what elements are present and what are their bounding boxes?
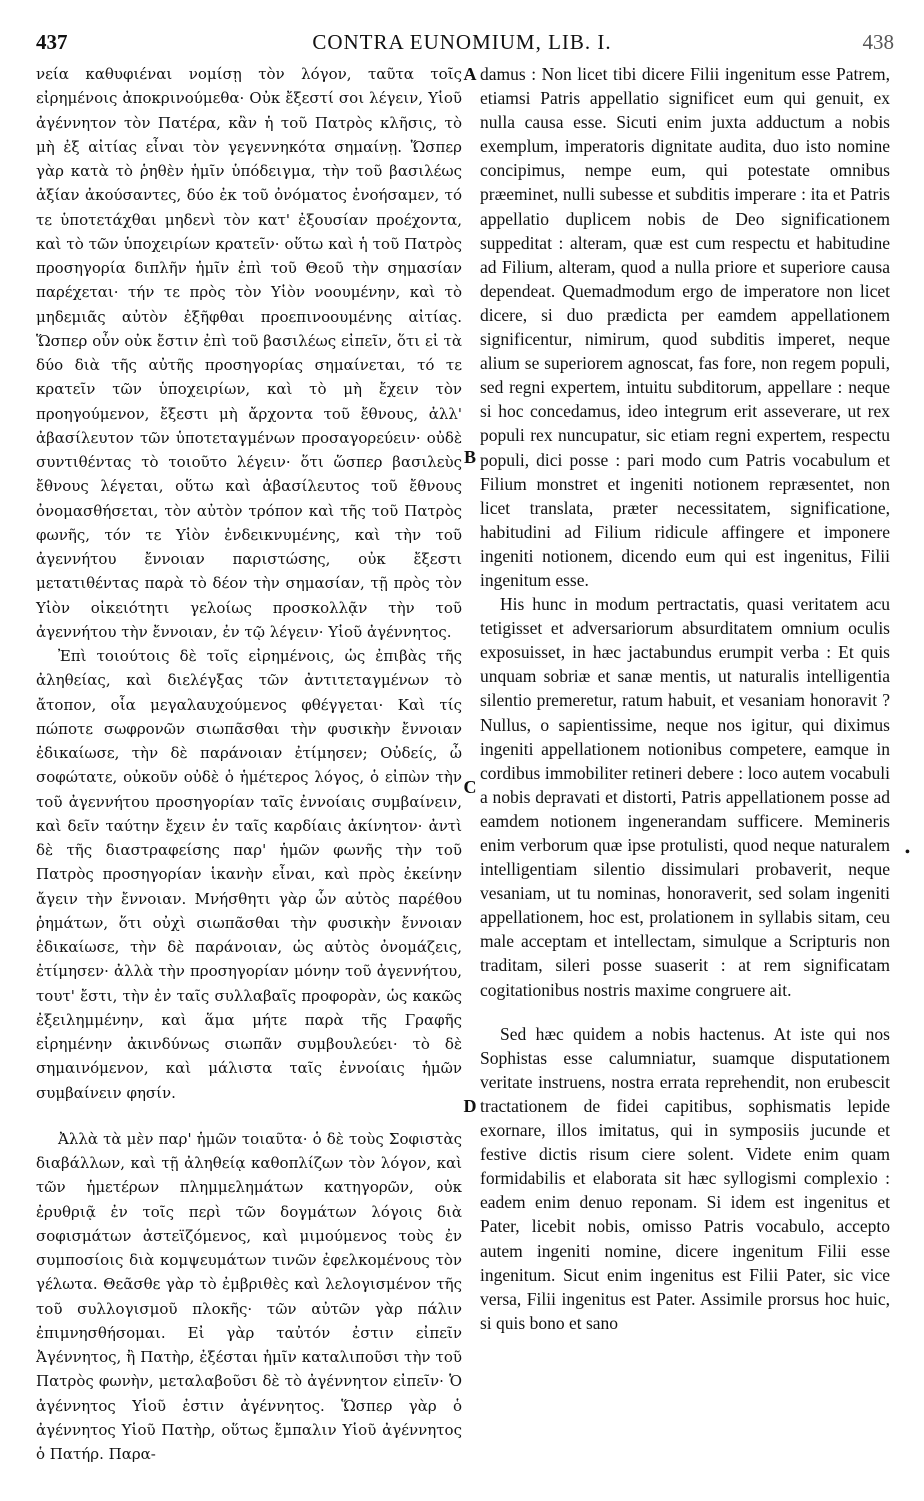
- latin-paragraph-2: His hunc in modum pertractatis, quasi veritatem acu tetigisset et adversariorum absurditatem omnium oculis exposuisset, in hæc jactabundus erumpit verba : Et quis unquam sobriæ et sanæ mentis, ut naturalis intelligentia silentio premeretur, ratum habuit, et vesaniam honoravit ? Nullus, o sapientissime, neque nos igitur, qui diximus ingeniti appellationem notionibus competere, eamque in cordibus immobiliter retineri debere : loco autem vocabuli a nobis depravati et distorti, Patris appellationem posse ad eamdem notionem ingenerandam sufficere. Memineris enim verborum quæ ipse protulisti, quod neque naturalem intelligentiam silentio dissimulari probaverit, neque vesaniam, ut tu nominas, honoraverit, sed solam ingeniti appellationem, hoc est, prolationem in syllabis sitam, ceu male acceptam et intellectam, simulque a Scripturis non traditam, sileri posse suaserit : at rem significatam cogitationibus nostris maxime congruere ait.: [480, 594, 890, 1000]
- latin-paragraph-1: damus : Non licet tibi dicere Filii ingenitum esse Patrem, etiamsi Patris appellatio significet eum qui genuit, ex nulla causa esse. Sicuti enim juxta adductum a nobis exemplum, imperatoris dignitate audita, duo isto nomine concipimus, nempe eum, qui potestate omnibus præeminet, nulli subesse et subditis imperare : ita et Patris appellatio duplicem nobis de Deo significationem suppeditat : alteram, quæ est cum respectu et habitudine ad Filium, alteram, quod a nulla priore et superiore causa dependeat. Quemadmodum ergo de imperatore non licet dicere, si duo prædicta per eamdem appellationem significentur, nimirum, quod subditis imperet, neque alium se superiorem agnoscat, fas fore, non regem populi, sed regni expertem, intuitu subditorum, appellare : neque si hoc concedamus, ideo integrum erit asseverare, ut rex populi rex nuncupatur, sic etiam regni expertem, respectu populi, dici posse : pari modo cum Patris vocabulum et Filium monstret et ingeniti notionem repræsentet, non licet translata, præter necessitatem, significatione, habitudini ad Filium ridicule affingere et imponere ingeniti notionem, dicendo eum qui est ingenitus, Filii ingenitum esse.: [480, 64, 890, 590]
- margin-marker-d: D: [463, 1096, 477, 1116]
- greek-paragraph-3: Ἀλλὰ τὰ μὲν παρ' ἡμῶν τοιαῦτα· ὁ δὲ τοὺς Σοφιστὰς διαβάλλων, καὶ τῇ ἀληθείᾳ καθοπλίζων τὸν λόγον, καὶ τῶν ἡμετέρων πλημμελημάτων κατηγορῶν, οὐκ ἐρυθριᾷ ἐν τοῖς περὶ τῶν δογμάτων λόγοις διὰ σοφισμάτων ἀστεϊζόμενος, καὶ μιμούμενος τοὺς ἐν συμποσίοις διὰ κομψευμάτων τινῶν ἐφελκομένους τὸν γέλωτα. Θεᾶσθε γὰρ τὸ ἐμβριθὲς καὶ λελογισμένον τῆς τοῦ συλλογισμοῦ πλοκῆς· τῶν αὐτῶν γὰρ πάλιν ἐπιμνησθήσομαι. Εἰ γὰρ ταὐτόν ἐστιν εἰπεῖν Ἀγέννητος, ἢ Πατὴρ, ἐξέσται ἡμῖν καταλιποῦσι τὴν τοῦ Πατρὸς φωνὴν, μεταλαβοῦσι δὲ τὸ ἀγέννητον εἰπεῖν· Ὁ ἀγέννητος Υἱοῦ ἐστιν ἀγέννητος. Ὥσπερ γὰρ ὁ ἀγέννητος Υἱοῦ Πατὴρ, οὕτως ἔμπαλιν Υἱοῦ ἀγέννητος ὁ Πατήρ. Παρα-: [36, 1129, 462, 1463]
- greek-paragraph-1: νεία καθυφιέναι νομίσῃ τὸν λόγον, ταῦτα τοῖς εἰρημένοις ἀποκρινούμεθα· Οὐκ ἔξεστί σοι λέγειν, Υἱοῦ ἀγέννητον τὸν Πατέρα, κἂν ἡ τοῦ Πατρὸς κλῆσις, τὸ μὴ ἐξ αἰτίας εἶναι τὸν γεγεννηκότα σημαίνῃ. Ὥσπερ γὰρ κατὰ τὸ ῥηθὲν ἡμῖν ὑπόδειγμα, τὴν τοῦ βασιλέως ἀξίαν ἀκούσαντες, δύο ἐκ τοῦ ὀνόματος ἐνοήσαμεν, τό τε ὑποτετάχθαι μηδενὶ τὸν κατ' ἐξουσίαν προέχοντα, καὶ τὸ τῶν ὑποχειρίων κρατεῖν· οὕτω καὶ ἡ τοῦ Πατρὸς προσηγορία διπλῆν ἡμῖν ἐπὶ τοῦ Θεοῦ τὴν σημασίαν παρέχεται· τήν τε πρὸς τὸν Υἱὸν νοουμένην, καὶ τὸ μηδεμιᾶς αὐτὸν ἐξῆφθαι προεπινοουμένης αἰτίας. Ὥσπερ οὖν οὐκ ἔστιν ἐπὶ τοῦ βασιλέως εἰπεῖν, ὅτι εἰ τὰ δύο διὰ τῆς αὐτῆς προσηγορίας σημαίνεται, τό τε κρατεῖν τῶν ὑποχειρίων, καὶ τὸ μὴ ἔχειν τὸν προηγούμενον, ἔξεστι μὴ ἄρχοντα τοῦ ἔθνους, ἀλλ' ἀβασίλευτον τῶν ὑποτεταγμένων προσαγορεύειν· οὐδὲ συντιθέντας τὸ τοιοῦτο λέγειν· ὅτι ὥσπερ βασιλεὺς ἔθνους λέγεται, οὕτω καὶ ἀβασίλευτος τοῦ ἔθνους ὀνομασθήσεται, τὸν αὐτὸν τρόπον καὶ τῆς τοῦ Πατρὸς φωνῆς, τόν τε Υἱὸν ἐνδεικνυμένης, καὶ τὴν τοῦ ἀγεννήτου ἔννοιαν παριστώσης, οὐκ ἔξεστι μετατιθέντας παρὰ τὸ δέον τὴν σημασίαν, τῇ πρὸς τὸν Υἱὸν οἰκειότητι γελοίως προσκολλᾷν τὴν τοῦ ἀγεννήτου τὴν ἔννοιαν, ἐν τῷ λέγειν· Υἱοῦ ἀγέννητος.: [36, 65, 462, 641]
- margin-marker-b: B: [463, 447, 476, 467]
- margin-marker-c: C: [463, 777, 477, 797]
- latin-paragraph-3: Sed hæc quidem a nobis hactenus. At iste qui nos Sophistas esse calumniatur, suamque disputationem veritate instruens, nostra errata reprehendit, non erubescit tractationem de fidei capitibus, sophismatis lepide exornare, illos imitatus, qui in symposiis jucunde et festive dictis risum ciere solent. Videte enim quam formidabilis et elaborata sit hæc syllogismi complexio : eadem enim denuo reponam. Si idem est ingenitus et Pater, licebit nobis, omisso Patris vocabulo, accepto autem ingeniti nomine, dicere ingenitum Filii esse ingenitum. Sicut enim ingenitus est Filii Pater, sic vice versa, Filii ingenitus est Pater. Assimile prorsus hoc huic, si quis bono et sano: [480, 1023, 890, 1333]
- section-gap: [36, 1105, 462, 1127]
- margin-marker-a: A: [463, 64, 477, 84]
- page-number-right: 438: [862, 30, 894, 54]
- section-gap: [480, 1002, 890, 1022]
- latin-column: [480, 62, 890, 1335]
- running-title: CONTRA EUNOMIUM, LIB. I.: [312, 30, 612, 54]
- greek-column: [36, 62, 462, 1466]
- page-number-left: 437: [36, 30, 68, 54]
- greek-paragraph-2: Ἐπὶ τοιούτοις δὲ τοῖς εἰρημένοις, ὡς ἐπιβὰς τῆς ἀληθείας, καὶ διελέγξας τῶν ἀντιτεταγμένων τὸ ἄτοπον, οἷα μεγαλαυχούμενος φθέγγεται· Καὶ τίς πώποτε σωφρονῶν σιωπᾶσθαι τὴν φυσικὴν ἔννοιαν ἐδικαίωσε, τὴν δὲ παράνοιαν ἐτίμησεν; Οὐδείς, ὦ σοφώτατε, οὐκοῦν οὐδὲ ὁ ἡμέτερος λόγος, ὁ εἰπὼν τὴν τοῦ ἀγεννήτου προσηγορίαν ταῖς ἐννοίαις συμβαίνειν, καὶ δεῖν ταύτην ἔχειν ἐν ταῖς καρδίαις ἀκίνητον· ἀντὶ δὲ τῆς διαστραφείσης παρ' ἡμῶν φωνῆς τὴν τοῦ Πατρὸς προσηγορίαν ἱκανὴν εἶναι, καὶ πρὸς ἐκείνην ἄγειν τὴν ἔννοιαν. Μνήσθητι γὰρ ὧν αὐτὸς παρέθου ῥημάτων, ὅτι οὐχὶ σιωπᾶσθαι τὴν φυσικὴν ἔννοιαν ἐδικαίωσε, τὴν δὲ παράνοιαν, ὡς αὐτὸς ὀνομάζεις, ἐτίμησεν· ἀλλὰ τὴν προσηγορίαν μόνην τοῦ ἀγεννήτου, τουτ' ἔστι, τὴν ἐν ταῖς συλλαβαῖς προφορὰν, ὡς κακῶς ἐξειλημμένην, καὶ ἅμα μήτε παρὰ τῆς Γραφῆς εἰρημένην ἀκινδύνως σιωπᾶν συμβουλεύει· τὸ δὲ σημαινόμενον, καὶ μάλιστα ταῖς ἐννοίαις ἡμῶν συμβαίνειν φησίν.: [36, 647, 462, 1102]
- ink-speck: •: [905, 845, 910, 860]
